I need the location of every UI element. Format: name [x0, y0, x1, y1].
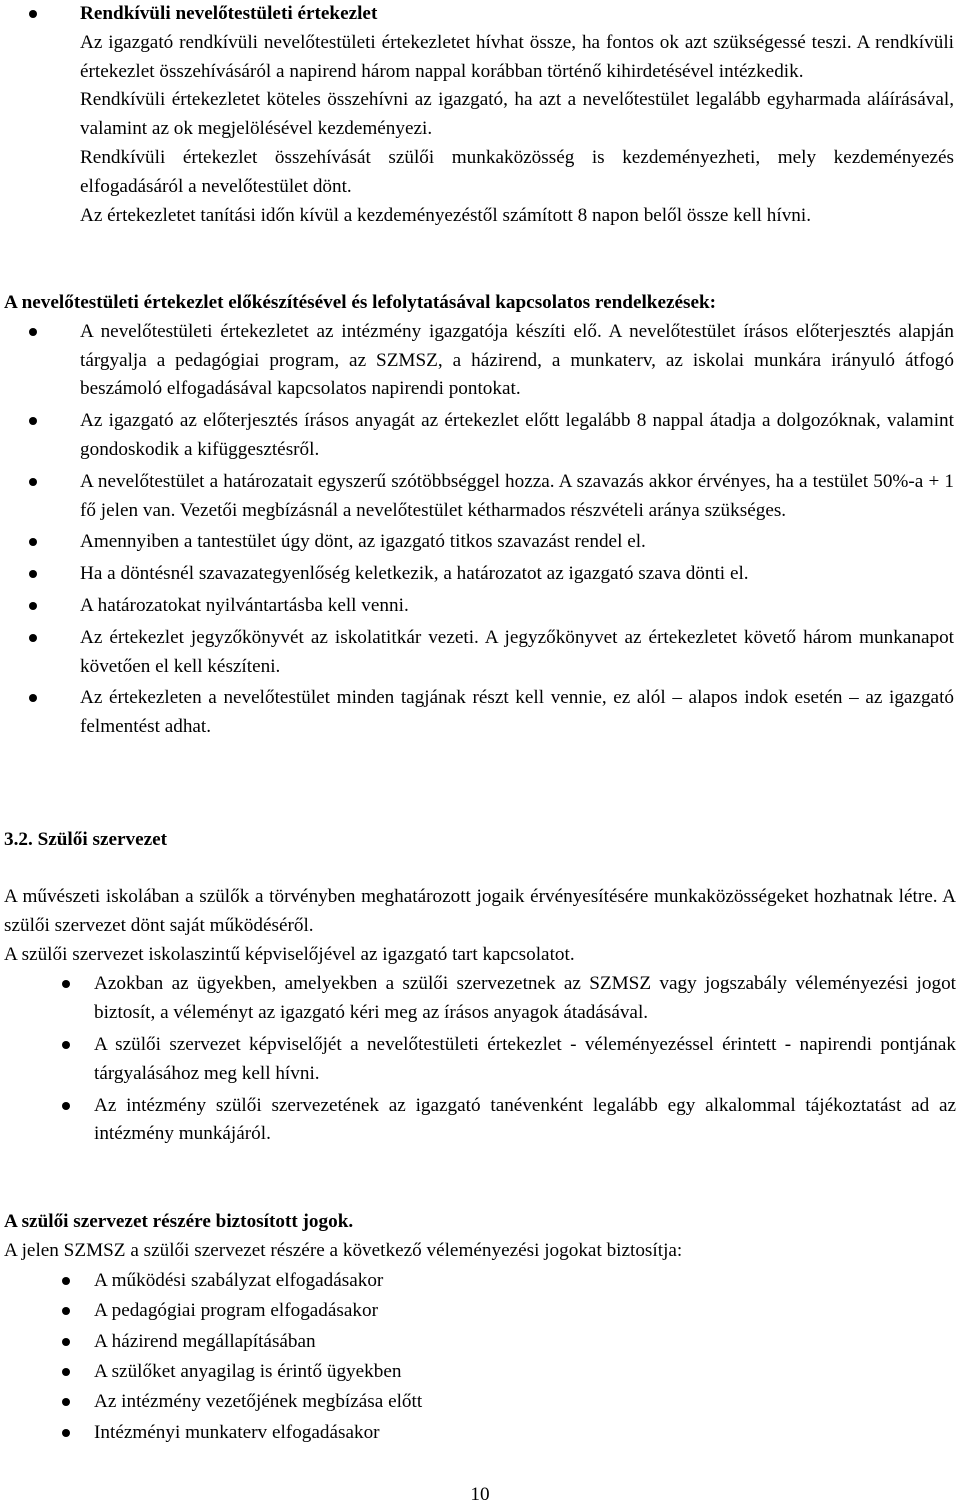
list-item: A nevelőtestületi értekezletet az intézmény igazgatója készíti elő. A nevelőtestület írásos előterjesztés alapján tárgyalja a pedagógiai program, az SZMSZ, a házirend, a munkaterv, az iskolai munkára irányuló átfogó beszámoló elfogadásával kapcsolatos napirendi pontokat. [80, 318, 954, 404]
list-item: Amennyiben a tantestület úgy dönt, az igazgató titkos szavazást rendel el. [80, 528, 954, 557]
list-item: Az intézmény vezetőjének megbízása előtt [94, 1388, 956, 1417]
list-item: A pedagógiai program elfogadásakor [94, 1297, 956, 1326]
page-number: 10 [470, 1484, 490, 1505]
list-item: A nevelőtestület a határozatait egyszerű szótöbbséggel hozza. A szavazás akkor érvényes, ha a testület 50%-a + 1 fő jelen van. Vezetői megbízásnál a nevelőtestület kétharmados részvételi aránya szükséges. [80, 468, 954, 526]
list-item: A működési szabályzat elfogadásakor [94, 1267, 956, 1296]
list-item [80, 0, 954, 230]
section-heading-3-2: 3.2. Szülői szervezet [4, 829, 168, 850]
list-item: Az igazgató az előterjesztés írásos anyagát az értekezlet előtt legalább 8 nappal átadja a dolgozóknak, valamint gondoskodik a kifüggesztésről. [80, 407, 954, 465]
list-item: Az értekezleten a nevelőtestület minden tagjának részt kell vennie, ez alól – alapos indok esetén – az igazgató felmentést adhat. [80, 684, 954, 742]
list-item: Intézményi munkaterv elfogadásakor [94, 1419, 956, 1448]
paragraph: A szülői szervezet iskolaszintű képviselőjével az igazgató tart kapcsolatot. [4, 943, 575, 965]
list-item: Az intézmény szülői szervezetének az igazgató tanévenként legalább egy alkalommal tájékoztatást ad az intézmény munkájáról. [94, 1092, 956, 1150]
list-item: A szülői szervezet képviselőjét a nevelőtestületi értekezlet - véleményezéssel érintett - napirendi pontjának tárgyalásához meg kell hívni. [94, 1031, 956, 1089]
paragraph: Az értekezletet tanítási időn kívül a kezdeményezéstől számított 8 napon belől össze kell hívni. [80, 204, 812, 226]
section-title: Rendkívüli nevelőtestületi értekezlet [80, 3, 378, 24]
paragraph: A jelen SZMSZ a szülői szervezet részére a következő véleményezési jogokat biztosítja: [4, 1239, 683, 1261]
extraordinary-meeting-block [0, 0, 960, 230]
section-heading: A szülői szervezet részére biztosított jogok. [4, 1211, 354, 1232]
list-item: Az értekezlet jegyzőkönyvét az iskolatitkár vezeti. A jegyzőkönyvet az értekezletet követő három munkanapot követően el kell készíteni. [80, 624, 954, 682]
paragraph: Rendkívüli értekezletet köteles összehívni az igazgató, ha azt a nevelőtestület legalább egyharmada aláírásával, valamint az ok megjelölésével kezdeményezi. [80, 89, 954, 140]
paragraph: A művészeti iskolában a szülők a törvényben meghatározott jogaik érvényesítésére munkaközösségeket hozhatnak létre. A szülői szervezet dönt saját működéséről. [4, 886, 956, 936]
list-item: Ha a döntésnél szavazategyenlőség keletkezik, a határozatot az igazgató szava dönti el. [80, 560, 954, 589]
parent-rights-block [0, 1208, 960, 1447]
section-heading: A nevelőtestületi értekezlet előkészítésével és lefolytatásával kapcsolatos rendelkezések: [4, 292, 717, 313]
list-item: A határozatokat nyilvántartásba kell venni. [80, 592, 954, 621]
parent-organization-block [0, 883, 960, 1149]
list-item: A házirend megállapításában [94, 1328, 956, 1357]
meeting-provisions-block [0, 289, 960, 742]
list-item: Azokban az ügyekben, amelyekben a szülői szervezetnek az SZMSZ vagy jogszabály véleményezési jogot biztosít, a véleményt az igazgató kéri meg az írásos anyagok átadásával. [94, 970, 956, 1028]
list-item: A szülőket anyagilag is érintő ügyekben [94, 1358, 956, 1387]
paragraph: Az igazgató rendkívüli nevelőtestületi értekezletet hívhat össze, ha fontos ok azt szükségessé teszi. A rendkívüli értekezlet összehívásáról a napirend három nappal korábban történő kihirdetésével intézkedik. [80, 31, 954, 82]
paragraph: Rendkívüli értekezlet összehívását szülői munkaközösség is kezdeményezheti, mely kezdeményezés elfogadásáról a nevelőtestület dönt. [80, 146, 954, 197]
